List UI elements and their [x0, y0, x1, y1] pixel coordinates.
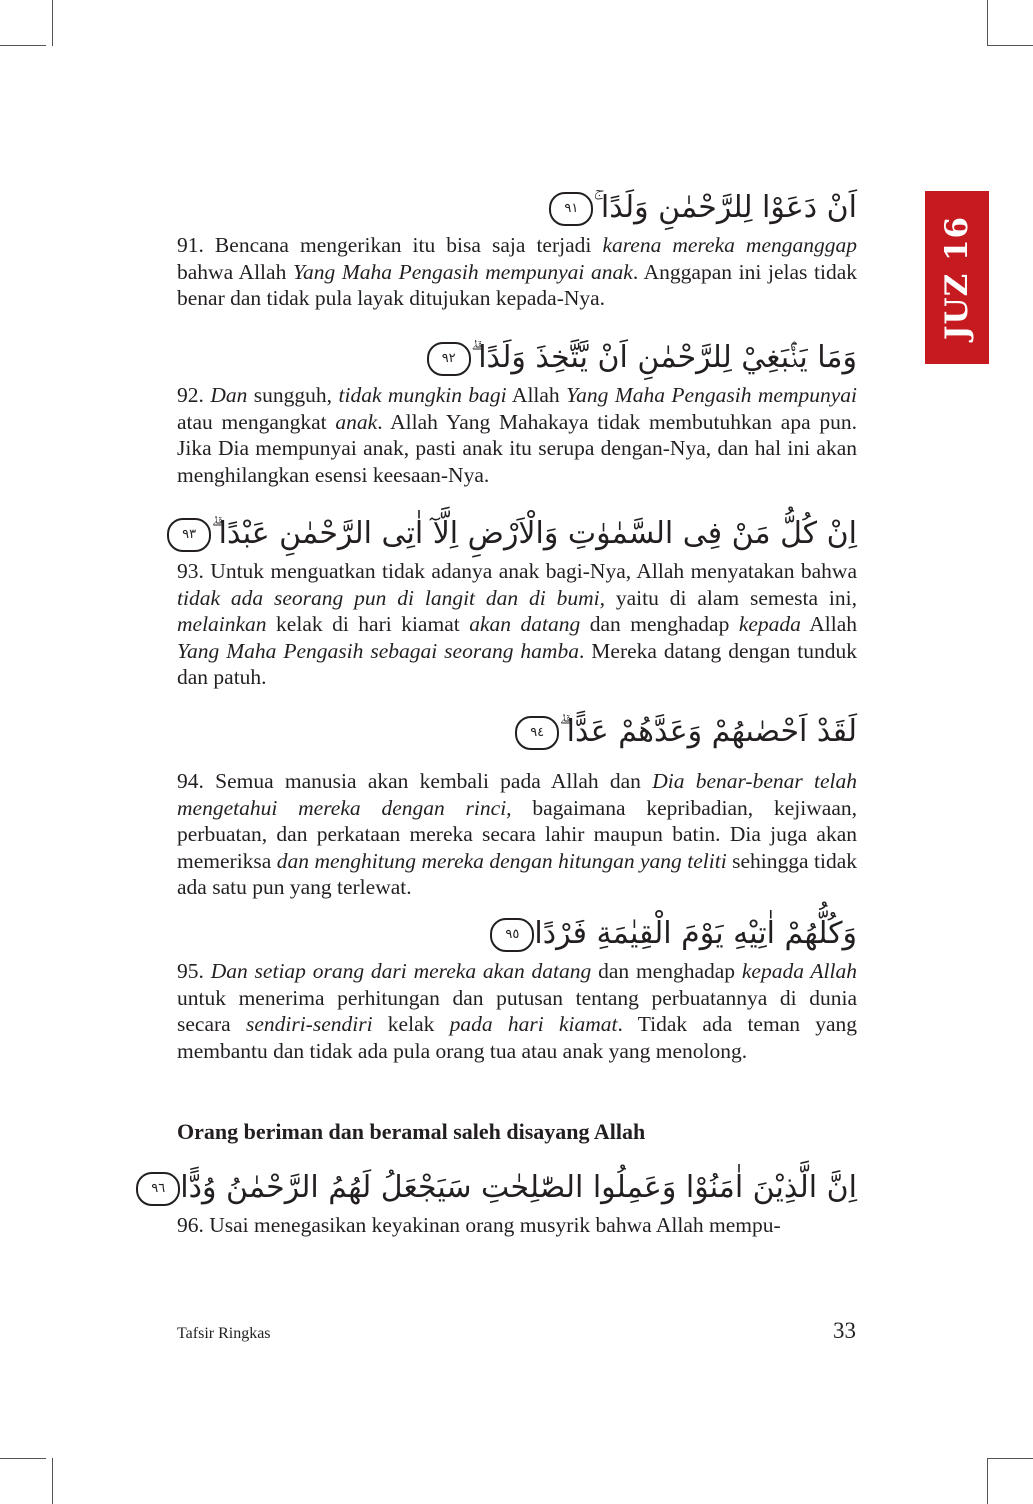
- arabic-verse: لَقَدْ اَحْصٰىهُمْ وَعَدَّهُمْ عَدًّا ۗ٩٤: [177, 712, 857, 756]
- juz-label: JUZ 16: [939, 215, 976, 340]
- arabic-verse: وَكُلُّهُمْ اٰتِيْهِ يَوْمَ الْقِيٰمَةِ فَرْدًا٩٥: [177, 914, 857, 958]
- verse-92: [177, 338, 857, 488]
- arabic-verse: اَنْ دَعَوْا لِلرَّحْمٰنِ وَلَدًا ۚ٩١: [177, 188, 857, 232]
- ayah-number-mark: ٩٣: [167, 518, 211, 552]
- crop-mark: [987, 45, 1033, 46]
- verse-commentary: 95. Dan setiap orang dari mereka akan datang dan menghadap kepada Allah untuk menerima perhitungan dan putusan tentang perbuatannya di dunia secara sendiri-sendiri kelak pada hari kiamat. Tidak ada teman yang membantu dan tidak ada pula orang tua atau anak yang menolong.: [177, 959, 858, 1063]
- ayah-number-mark: ٩١: [549, 192, 593, 226]
- crop-mark: [987, 1458, 1033, 1459]
- ayah-number-mark: ٩٦: [136, 1172, 180, 1206]
- ayah-number-mark: ٩٤: [515, 716, 559, 750]
- crop-mark: [52, 1458, 53, 1504]
- verse-96: [151, 1168, 857, 1239]
- crop-mark: [987, 1458, 988, 1504]
- verse-commentary: 91. Bencana mengerikan itu bisa saja terjadi karena mereka menganggap bahwa Allah Yang Maha Pengasih mempunyai anak. Anggapan ini jelas tidak benar dan tidak pula layak ditujukan kepada-Nya.: [177, 233, 857, 310]
- crop-mark: [0, 1458, 46, 1459]
- verse-94: [177, 712, 857, 901]
- footer-book-title: Tafsir Ringkas: [177, 1325, 271, 1342]
- page-number: 33: [833, 1318, 856, 1343]
- ayah-number-mark: ٩٢: [427, 342, 471, 376]
- verse-93: [177, 514, 857, 691]
- crop-mark: [52, 0, 53, 46]
- arabic-verse: اِنْ كُلُّ مَنْ فِى السَّمٰوٰتِ وَالْاَرْضِ اِلَّآ اٰتِى الرَّحْمٰنِ عَبْدًا ۗ٩٣: [177, 514, 857, 558]
- verse-91: [177, 188, 857, 312]
- ayah-number-mark: ٩٥: [490, 918, 534, 952]
- section-heading: Orang beriman dan beramal saleh disayang Allah: [177, 1119, 646, 1144]
- verse-commentary: 96. Usai menegasikan keyakinan orang musyrik bahwa Allah mempu-: [177, 1213, 781, 1237]
- verse-commentary: 92. Dan sungguh, tidak mungkin bagi Allah Yang Maha Pengasih mempunyai atau mengangkat anak. Allah Yang Mahakaya tidak membutuhkan apa pun. Jika Dia mempunyai anak, pasti anak itu serupa dengan-Nya, dan hal ini akan menghilangkan esensi keesaan-Nya.: [177, 383, 857, 487]
- crop-mark: [987, 0, 988, 46]
- crop-mark: [0, 45, 46, 46]
- verse-commentary: 93. Untuk menguatkan tidak adanya anak bagi-Nya, Allah menyatakan bahwa tidak ada seorang pun di langit dan di bumi, yaitu di alam semesta ini, melainkan kelak di hari kiamat akan datang dan menghadap kepada Allah Yang Maha Pengasih sebagai seorang hamba. Mereka datang dengan tunduk dan patuh.: [177, 559, 857, 689]
- arabic-verse: اِنَّ الَّذِيْنَ اٰمَنُوْا وَعَمِلُوا الصّٰلِحٰتِ سَيَجْعَلُ لَهُمُ الرَّحْمٰنُ وُدًّا٩٦: [177, 1168, 857, 1212]
- juz-tab: [925, 191, 989, 364]
- arabic-verse: وَمَا يَنْۢبَغِيْ لِلرَّحْمٰنِ اَنْ يَّتَّخِذَ وَلَدًا ۗ٩٢: [177, 338, 857, 382]
- verse-95: [177, 914, 857, 1064]
- verse-commentary: 94. Semua manusia akan kembali pada Allah dan Dia benar-benar telah mengetahui mereka dengan rinci, bagaimana kepribadian, kejiwaan, perbuatan, dan perkataan mereka secara lahir maupun batin. Dia juga akan memeriksa dan menghitung mereka dengan hitungan yang teliti sehingga tidak ada satu pun yang terlewat.: [177, 769, 857, 899]
